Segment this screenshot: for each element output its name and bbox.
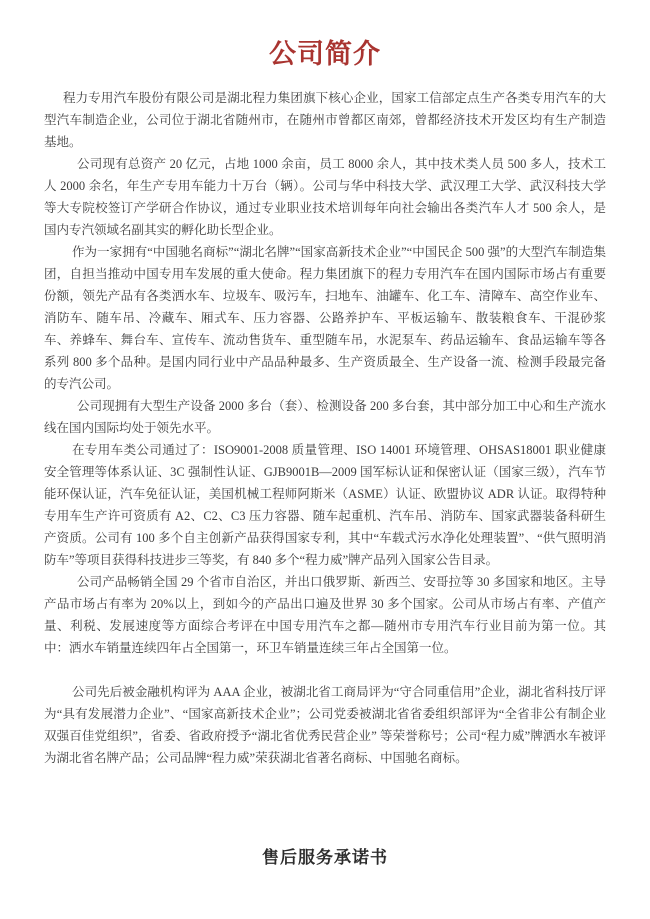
paragraph: 公司现有总资产 20 亿元，占地 1000 余亩，员工 8000 余人，其中技术类人员 500 多人，技术工人 2000 余名，年生产专用车能力十万台（辆）。公司与华中科技大学、武汉理工大学、武汉科技大学等大专院校签订产学研合作协议，通过专业职业技术培训每年向社会输出各类汽车人才 500 余人，是国内专汽领域名副其实的孵化助长型企业。 [44, 157, 606, 237]
paragraph: 公司现拥有大型生产设备 2000 多台（套）、检测设备 200 多台套，其中部分加工中心和生产流水线在国内国际均处于领先水平。 [44, 399, 606, 435]
paragraph: 公司先后被金融机构评为 AAA 企业，被湖北省工商局评为“守合同重信用”企业，湖北省科技厅评为“具有发展潜力企业”、“国家高新技术企业”；公司党委被湖北省省委组织部评为“全省非公有制企业双强百佳党组织”，省委、省政府授予“湖北省优秀民营企业” 等荣誉称号；公司“程力威”牌洒水车被评为湖北省名牌产品；公司品牌“程力威”荣获湖北省著名商标、中国驰名商标。 [44, 685, 606, 765]
company-intro-body [44, 87, 606, 769]
paragraph: 作为一家拥有“中国驰名商标”“湖北名牌”“国家高新技术企业”“中国民企 500 强”的大型汽车制造集团，自担当推动中国专用车发展的重大使命。程力集团旗下的程力专用汽车在国内国际市场占有重要份额，领先产品有各类洒水车、垃圾车、吸污车，扫地车、油罐车、化工车、清障车、高空作业车、消防车、随车吊、冷藏车、厢式车、压力容器、公路养护车、平板运输车、散装粮食车、干混砂浆车、养蜂车、舞台车、宣传车、流动售货车、重型随车吊，水泥泵车、药品运输车、食品运输车等各系列 800 多个品种。是国内同行业中产品品种最多、生产资质最全、生产设备一流、检测手段最完备的专汽公司。 [44, 245, 606, 391]
page-title: 公司简介 [269, 39, 381, 69]
paragraph: 程力专用汽车股份有限公司是湖北程力集团旗下核心企业，国家工信部定点生产各类专用汽车的大型汽车制造企业，公司位于湖北省随州市，在随州市曾都区南郊，曾都经济技术开发区均有生产制造基地。 [44, 91, 606, 149]
paragraph: 公司产品畅销全国 29 个省市自治区，并出口俄罗斯、新西兰、安哥拉等 30 多国家和地区。主导产品市场占有率为 20%以上，到如今的产品出口遍及世界 30 多个国家。公司从市场占有率、产值产量、利税、发展速度等方面综合考评在中国专用汽车之都—随州市专用汽车行业目前为第一位。其中：洒水车销量连续四年占全国第一，环卫车销量连续三年占全国第一位。 [44, 575, 606, 655]
aftersales-service-heading: 售后服务承诺书 [262, 848, 388, 867]
paragraph: 在专用车类公司通过了：ISO9001-2008 质量管理、ISO 14001 环境管理、OHSAS18001 职业健康安全管理等体系认证、3C 强制性认证、GJB9001B—2009 国军标认证和保密认证（国家三级），汽车节能环保认证，汽车免征认证，美国机械工程师阿斯米（ASME）认证、欧盟协议 ADR 认证。取得特种专用车生产许可资质有 A2、C2、C3 压力容器、随车起重机、汽车吊、消防车、国家武器装备科研生产资质。公司有 100 多个自主创新产品获得国家专利，其中“车载式污水净化处理装置”、“供气照明消防车”等项目获得科技进步三等奖，有 840 多个“程力威”牌产品列入国家公告目录。 [44, 443, 606, 567]
